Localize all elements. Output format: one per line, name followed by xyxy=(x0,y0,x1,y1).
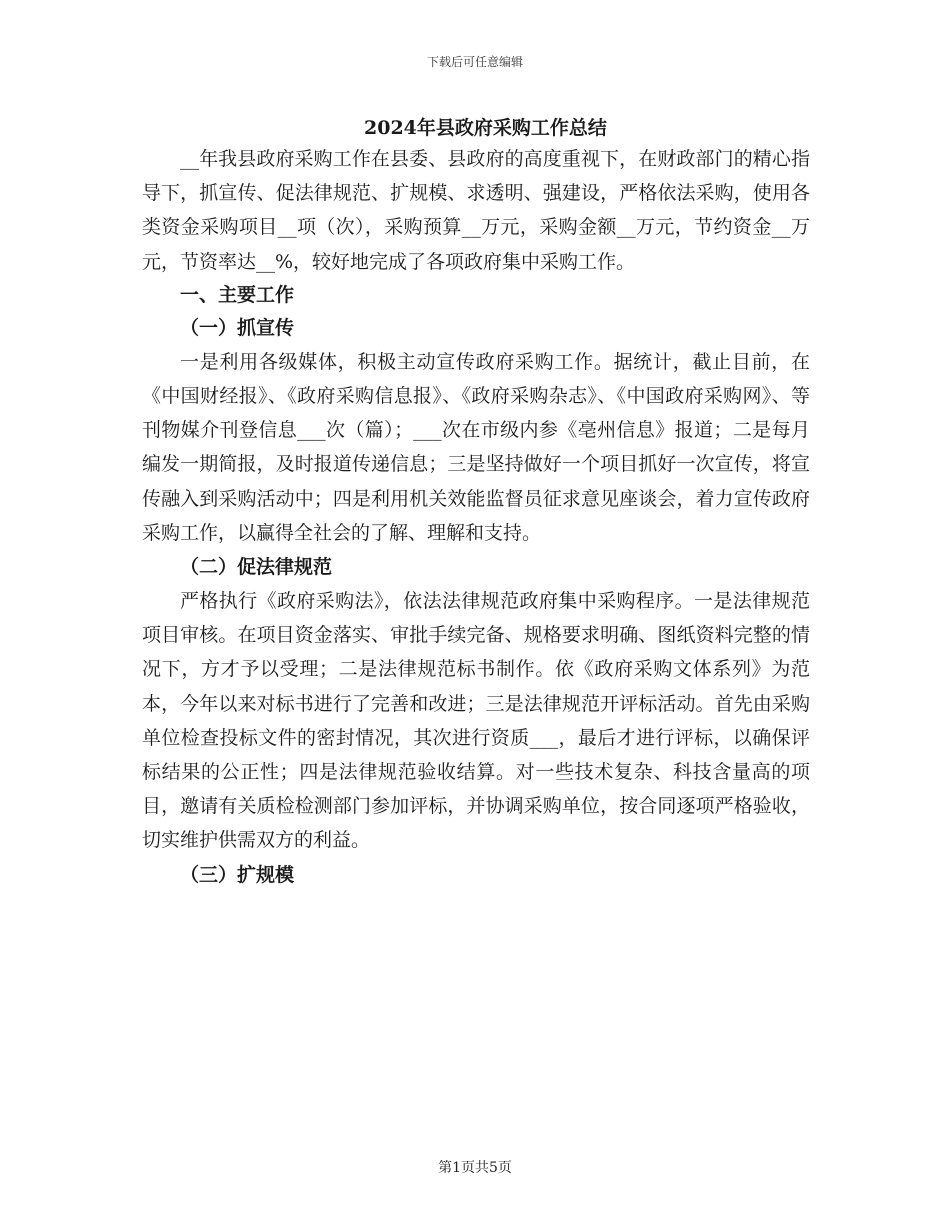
subsection-heading-publicity: （一）抓宣传 xyxy=(180,316,295,339)
intro-paragraph: __年我县政府采购工作在县委、县政府的高度重视下，在财政部门的精心指导下，抓宣传、促法律规范、扩规模、求透明、强建设，严格依法采购，使用各类资金采购项目__项（次），采购预算__万元，采购金额__万元，节约资金__万元，节资率达__%，较好地完成了各项政府集中采购工作。 xyxy=(142,148,810,273)
page-footer: 第1页共5页 xyxy=(438,1160,512,1176)
regulation-paragraph: 严格执行《政府采购法》，依法法律规范政府集中采购程序。一是法律规范项目审核。在项目资金落实、审批手续完备、规格要求明确、图纸资料完整的情况下，方才予以受理；二是法律规范标书制作。依《政府采购文体系列》为范本，今年以来对标书进行了完善和改进；三是法律规范开评标活动。首先由采购单位检查投标文件的密封情况，其次进行资质___，最后才进行评标，以确保评标结果的公正性；四是法律规范验收结算。对一些技术复杂、科技含量高的项目，邀请有关质检检测部门参加评标，并协调采购单位，按合同逐项严格验收，切实维护供需双方的利益。 xyxy=(142,590,810,852)
subsection-heading-scale: （三）扩规模 xyxy=(180,863,295,886)
document-title: 2024年县政府采购工作总结 xyxy=(364,117,607,139)
document-body xyxy=(142,114,810,892)
subsection-heading-regulation: （二）促法律规范 xyxy=(180,556,333,579)
page-header: 下载后可任意编辑 xyxy=(426,55,523,69)
publicity-paragraph: 一是利用各级媒体，积极主动宣传政府采购工作。据统计，截止目前，在《中国财经报》、《政府采购信息报》、《政府采购杂志》、《中国政府采购网》、等刊物媒介刊登信息___次（篇）；___次在市级内参《亳州信息》报道；二是每月编发一期简报，及时报道传递信息；三是坚持做好一个项目抓好一次宣传，将宣传融入到采购活动中；四是利用机关效能监督员征求意见座谈会，着力宣传政府采购工作，以赢得全社会的了解、理解和支持。 xyxy=(142,350,810,544)
section-heading-main-work: 一、主要工作 xyxy=(180,283,295,306)
